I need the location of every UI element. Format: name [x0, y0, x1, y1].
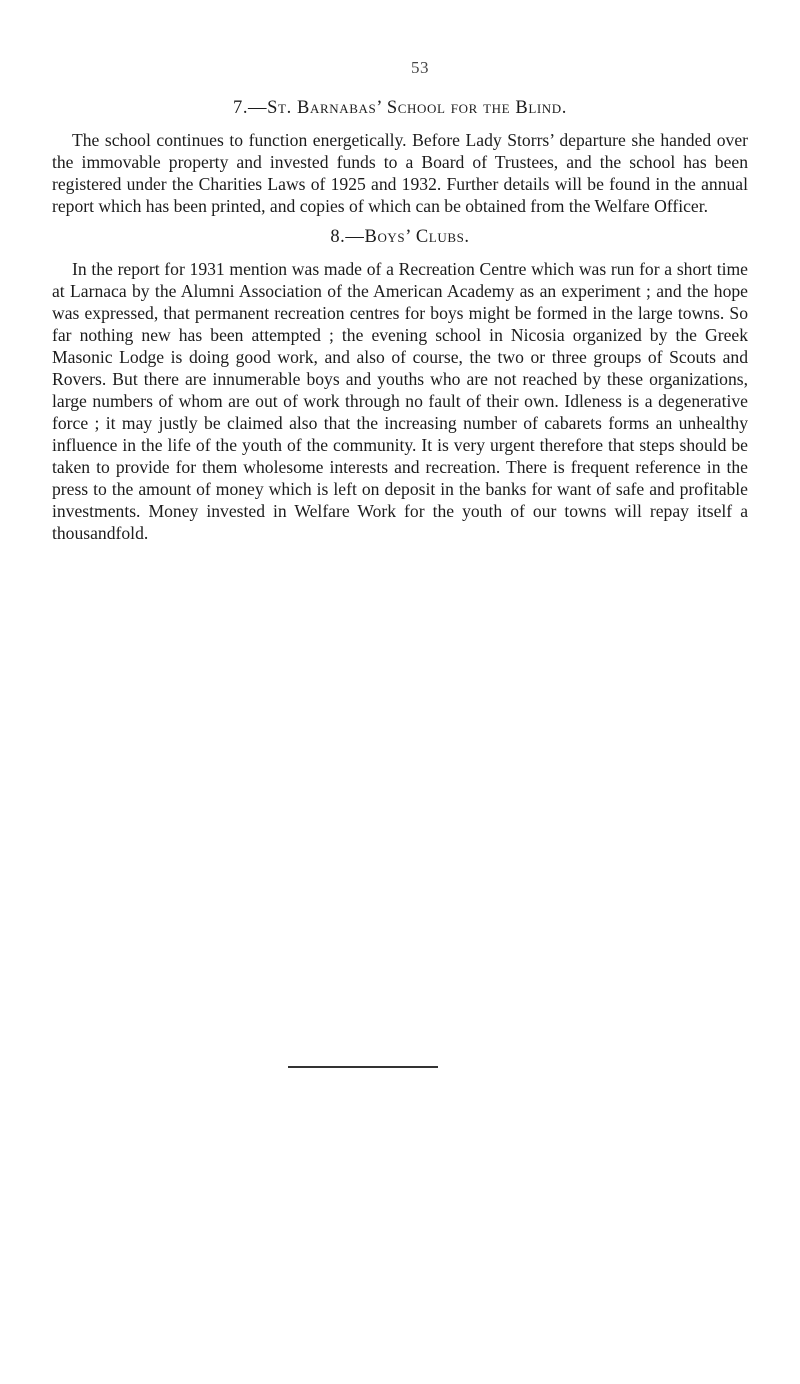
document-page	[52, 58, 748, 554]
end-rule-divider	[288, 1066, 438, 1068]
page-number: 53	[411, 58, 429, 77]
section-heading: 8.—Boys’ Clubs.	[330, 227, 470, 247]
section-heading: 7.—St. Barnabas’ School for the Blind.	[232, 98, 568, 118]
section-paragraph: In the report for 1931 mention was made of a Recreation Centre which was run for a short time at Larnaca by the Alumni Association of the American Academy as an experiment ; and the hope was expressed, that permanent recreation centres for boys might be formed in the large towns. So far nothing new has been attempted ; the evening school in Nicosia organized by the Greek Masonic Lodge is doing good work, and also of course, the two or three groups of Scouts and Rovers. But there are innumerable boys and youths who are not reached by these organizations, large numbers of whom are out of work through no fault of their own. Idleness is a degenerative force ; it may justly be claimed also that the increasing number of cabarets forms an unhealthy influence in the life of the youth of the community. It is very urgent therefore that steps should be taken to provide for them wholesome interests and recreation. There is frequent reference in the press to the amount of money which is left on deposit in the banks for want of safe and profitable investments. Money invested in Welfare Work for the youth of our towns will repay itself a thousandfold.	[52, 259, 748, 543]
section-boys-clubs	[52, 227, 748, 544]
section-paragraph: The school continues to function energetically. Before Lady Storrs’ departure she handed over the immovable property and invested funds to a Board of Trustees, and the school has been registered under the Charities Laws of 1925 and 1932. Further details will be found in the annual report which has been printed, and copies of which can be obtained from the Welfare Officer.	[52, 130, 748, 216]
section-blind-school	[52, 98, 748, 217]
